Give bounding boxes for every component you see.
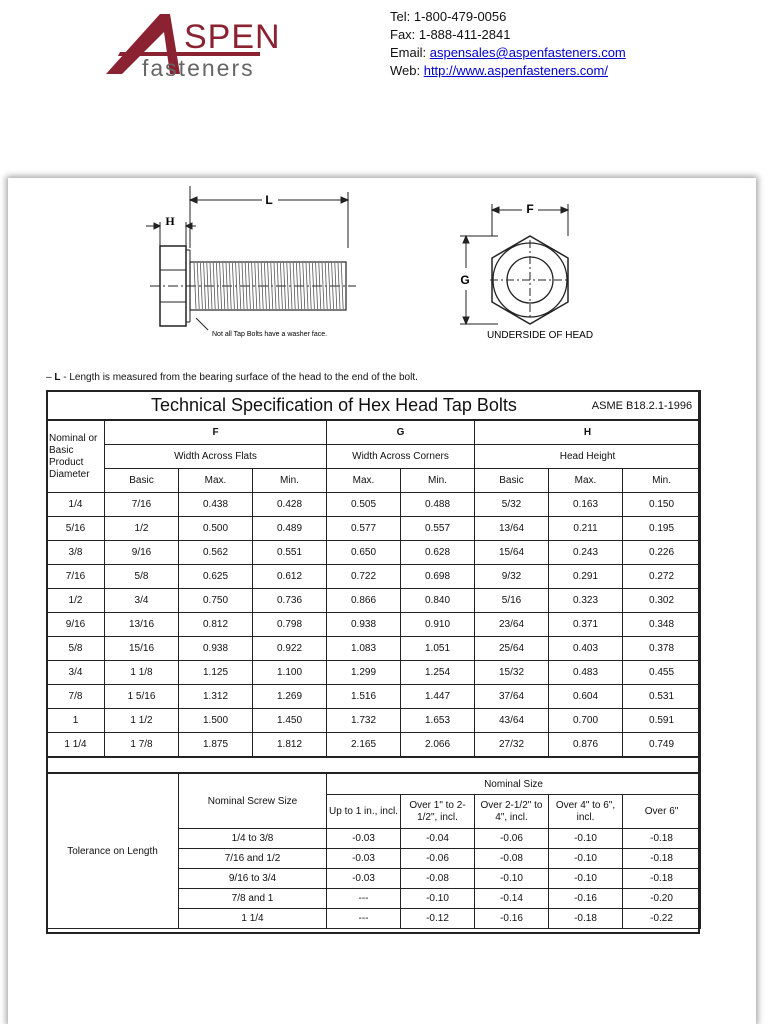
logo-sub-text: fasteners <box>142 55 255 81</box>
subheader-cell: Max. <box>549 469 623 493</box>
tolerance-cell: -0.12 <box>401 909 475 929</box>
l-dimension-label: L <box>265 193 273 207</box>
thread-line <box>197 263 199 309</box>
table-cell: 27/32 <box>475 733 549 758</box>
table-cell: 0.378 <box>623 637 701 661</box>
screw-size-header: Nominal Screw Size <box>179 773 327 829</box>
table-cell: 3/4 <box>105 589 179 613</box>
table-cell: 0.562 <box>179 541 253 565</box>
contact-web-link[interactable]: http://www.aspenfasteners.com/ <box>423 63 608 78</box>
spec-title: Technical Specification of Hex Head Tap Bolts <box>151 394 517 415</box>
table-cell: 13/64 <box>475 517 549 541</box>
table-row <box>47 493 701 517</box>
thread-line <box>255 263 257 309</box>
f-dimension-label: F <box>526 202 534 216</box>
table-cell: 1/2 <box>105 517 179 541</box>
tolerance-cell: -0.08 <box>401 869 475 889</box>
table-cell: 37/64 <box>475 685 549 709</box>
table-cell: 0.150 <box>623 493 701 517</box>
table-cell: 1.812 <box>253 733 327 758</box>
tolerance-cell: -0.18 <box>623 849 701 869</box>
tolerance-cell: -0.18 <box>549 909 623 929</box>
table-cell: 9/16 <box>105 541 179 565</box>
tolerance-label: Tolerance on Length <box>47 773 179 929</box>
g-dimension-label: G <box>460 273 470 287</box>
tolerance-cell: -0.06 <box>475 829 549 849</box>
table-separator <box>47 757 701 773</box>
table-cell: 1 <box>47 709 105 733</box>
table-cell: 0.371 <box>549 613 623 637</box>
tolerance-cell: -0.16 <box>475 909 549 929</box>
table-cell: 0.455 <box>623 661 701 685</box>
table-cell: 15/32 <box>475 661 549 685</box>
table-cell: 5/16 <box>47 517 105 541</box>
tolerance-cell: -0.10 <box>475 869 549 889</box>
screw-size-cell: 7/16 and 1/2 <box>179 849 327 869</box>
screw-size-cell: 1 1/4 <box>179 909 327 929</box>
table-cell: 0.812 <box>179 613 253 637</box>
tolerance-cell: -0.16 <box>549 889 623 909</box>
table-cell: 1.299 <box>327 661 401 685</box>
table-cell: 1.083 <box>327 637 401 661</box>
table-cell: 0.591 <box>623 709 701 733</box>
h-dimension-label: H <box>165 214 175 228</box>
table-cell: 0.625 <box>179 565 253 589</box>
contact-fax: Fax: 1-888-411-2841 <box>390 27 511 42</box>
table-cell: 0.749 <box>623 733 701 758</box>
subheader-cell: Basic <box>475 469 549 493</box>
tolerance-cell: -0.14 <box>475 889 549 909</box>
underside-of-head-caption: UNDERSIDE OF HEAD <box>486 330 594 341</box>
table-cell: 0.700 <box>549 709 623 733</box>
table-cell: 0.604 <box>549 685 623 709</box>
table-cell: 0.323 <box>549 589 623 613</box>
table-cell: 0.938 <box>327 613 401 637</box>
nominal-size-header: Nominal Size <box>327 773 701 795</box>
table-cell: 1 7/8 <box>105 733 179 758</box>
table-cell: 9/16 <box>47 613 105 637</box>
table-cell: 0.505 <box>327 493 401 517</box>
table-cell: 2.165 <box>327 733 401 758</box>
thread-line <box>322 263 324 309</box>
table-cell: 0.798 <box>253 613 327 637</box>
table-row <box>47 637 701 661</box>
thread-line <box>232 263 234 309</box>
subheader-cell: Max. <box>327 469 401 493</box>
table-cell: 0.577 <box>327 517 401 541</box>
tolerance-cell: -0.03 <box>327 849 401 869</box>
table-cell: 5/8 <box>47 637 105 661</box>
f-header: F <box>105 420 327 445</box>
table-cell: 0.348 <box>623 613 701 637</box>
table-cell: 0.722 <box>327 565 401 589</box>
table-cell: 1/2 <box>47 589 105 613</box>
table-cell: 1.500 <box>179 709 253 733</box>
table-cell: 1.269 <box>253 685 327 709</box>
thread-line <box>341 263 343 309</box>
tolerance-cell: -0.10 <box>549 869 623 889</box>
length-range-header: Over 2-1/2" to 4", incl. <box>475 795 549 829</box>
table-cell: 7/8 <box>47 685 105 709</box>
subheader-cell: Min. <box>623 469 701 493</box>
table-cell: 43/64 <box>475 709 549 733</box>
tolerance-cell: -0.03 <box>327 829 401 849</box>
subheader-cell: Max. <box>179 469 253 493</box>
tolerance-cell: -0.03 <box>327 869 401 889</box>
tolerance-cell: -0.10 <box>549 849 623 869</box>
table-cell: 3/8 <box>47 541 105 565</box>
table-cell: 15/64 <box>475 541 549 565</box>
length-note: – L - Length is measured from the bearing surface of the head to the end of the bolt. <box>46 372 418 383</box>
screw-size-cell: 1/4 to 3/8 <box>179 829 327 849</box>
table-cell: 0.438 <box>179 493 253 517</box>
washer-face-note: Not all Tap Bolts have a washer face. <box>212 331 328 338</box>
length-range-header: Over 1" to 2-1/2", incl. <box>401 795 475 829</box>
table-row <box>47 565 701 589</box>
table-row <box>47 685 701 709</box>
subheader-cell: Min. <box>401 469 475 493</box>
table-cell: 1 1/4 <box>47 733 105 758</box>
table-cell: 5/32 <box>475 493 549 517</box>
table-cell: 0.557 <box>401 517 475 541</box>
table-cell: 1/4 <box>47 493 105 517</box>
spec-table <box>46 390 701 929</box>
table-cell: 0.876 <box>549 733 623 758</box>
table-cell: 0.403 <box>549 637 623 661</box>
table-cell: 0.628 <box>401 541 475 565</box>
f-description: Width Across Flats <box>105 445 327 469</box>
tolerance-cell: -0.22 <box>623 909 701 929</box>
table-cell: 0.698 <box>401 565 475 589</box>
table-cell: 0.302 <box>623 589 701 613</box>
table-cell: 7/16 <box>47 565 105 589</box>
table-cell: 0.272 <box>623 565 701 589</box>
table-cell: 0.910 <box>401 613 475 637</box>
table-cell: 0.226 <box>623 541 701 565</box>
tolerance-cell: -0.20 <box>623 889 701 909</box>
table-cell: 0.500 <box>179 517 253 541</box>
table-cell: 13/16 <box>105 613 179 637</box>
table-cell: 25/64 <box>475 637 549 661</box>
thread-line <box>220 263 222 309</box>
tolerance-cell: -0.06 <box>401 849 475 869</box>
table-cell: 1 1/2 <box>105 709 179 733</box>
tolerance-cell: --- <box>327 909 401 929</box>
table-cell: 0.291 <box>549 565 623 589</box>
table-cell: 0.650 <box>327 541 401 565</box>
length-range-header: Up to 1 in., incl. <box>327 795 401 829</box>
table-cell: 3/4 <box>47 661 105 685</box>
g-description: Width Across Corners <box>327 445 475 469</box>
contact-email-line: Email: aspensales@aspenfasteners.com <box>390 45 626 60</box>
table-cell: 5/8 <box>105 565 179 589</box>
table-row <box>47 517 701 541</box>
table-cell: 1.450 <box>253 709 327 733</box>
table-cell: 0.612 <box>253 565 327 589</box>
table-cell: 1.732 <box>327 709 401 733</box>
tolerance-cell: -0.18 <box>623 829 701 849</box>
table-cell: 2.066 <box>401 733 475 758</box>
table-cell: 1.447 <box>401 685 475 709</box>
table-cell: 9/32 <box>475 565 549 589</box>
table-cell: 23/64 <box>475 613 549 637</box>
thread-line <box>309 263 311 309</box>
table-cell: 0.736 <box>253 589 327 613</box>
table-cell: 0.195 <box>623 517 701 541</box>
table-cell: 1 5/16 <box>105 685 179 709</box>
length-range-header: Over 4" to 6", incl. <box>549 795 623 829</box>
table-row <box>47 589 701 613</box>
screw-size-cell: 7/8 and 1 <box>179 889 327 909</box>
table-cell: 1.516 <box>327 685 401 709</box>
bolt-drawing <box>0 0 768 360</box>
table-cell: 7/16 <box>105 493 179 517</box>
g-header: G <box>327 420 475 445</box>
tolerance-cell: -0.10 <box>549 829 623 849</box>
h-description: Head Height <box>475 445 701 469</box>
contact-tel: Tel: 1-800-479-0056 <box>390 9 507 24</box>
table-cell: 1.051 <box>401 637 475 661</box>
tolerance-cell: -0.10 <box>401 889 475 909</box>
table-row <box>47 709 701 733</box>
table-cell: 5/16 <box>475 589 549 613</box>
table-cell: 0.211 <box>549 517 623 541</box>
tolerance-cell: -0.18 <box>623 869 701 889</box>
table-row <box>47 733 701 758</box>
h-header: H <box>475 420 701 445</box>
table-cell: 1 1/8 <box>105 661 179 685</box>
nominal-diameter-header: Nominal or Basic Product Diameter <box>47 420 105 493</box>
spec-title-cell <box>47 391 701 421</box>
table-cell: 0.428 <box>253 493 327 517</box>
tolerance-cell: -0.04 <box>401 829 475 849</box>
table-cell: 1.100 <box>253 661 327 685</box>
table-cell: 1.653 <box>401 709 475 733</box>
tolerance-cell: --- <box>327 889 401 909</box>
subheader-cell: Basic <box>105 469 179 493</box>
table-cell: 0.243 <box>549 541 623 565</box>
thread-line <box>274 263 276 309</box>
table-cell: 0.163 <box>549 493 623 517</box>
table-cell: 1.254 <box>401 661 475 685</box>
contact-web-line: Web: http://www.aspenfasteners.com/ <box>390 63 608 78</box>
table-cell: 1.875 <box>179 733 253 758</box>
subheader-cell: Min. <box>253 469 327 493</box>
table-cell: 0.551 <box>253 541 327 565</box>
table-cell: 0.489 <box>253 517 327 541</box>
table-cell: 0.840 <box>401 589 475 613</box>
spec-standard: ASME B18.2.1-1996 <box>591 399 693 412</box>
table-cell: 0.750 <box>179 589 253 613</box>
screw-size-cell: 9/16 to 3/4 <box>179 869 327 889</box>
table-cell: 1.312 <box>179 685 253 709</box>
tolerance-cell: -0.08 <box>475 849 549 869</box>
table-row <box>47 541 701 565</box>
svg-text:SPEN: SPEN <box>184 18 281 56</box>
contact-email-link[interactable]: aspensales@aspenfasteners.com <box>429 45 626 60</box>
thread-line <box>287 263 289 309</box>
table-cell: 15/16 <box>105 637 179 661</box>
table-cell: 1.125 <box>179 661 253 685</box>
table-cell: 0.488 <box>401 493 475 517</box>
table-row <box>47 661 701 685</box>
table-cell: 0.483 <box>549 661 623 685</box>
length-range-header: Over 6" <box>623 795 701 829</box>
table-cell: 0.531 <box>623 685 701 709</box>
table-cell: 0.922 <box>253 637 327 661</box>
table-cell: 0.938 <box>179 637 253 661</box>
table-row <box>47 613 701 637</box>
table-cell: 0.866 <box>327 589 401 613</box>
